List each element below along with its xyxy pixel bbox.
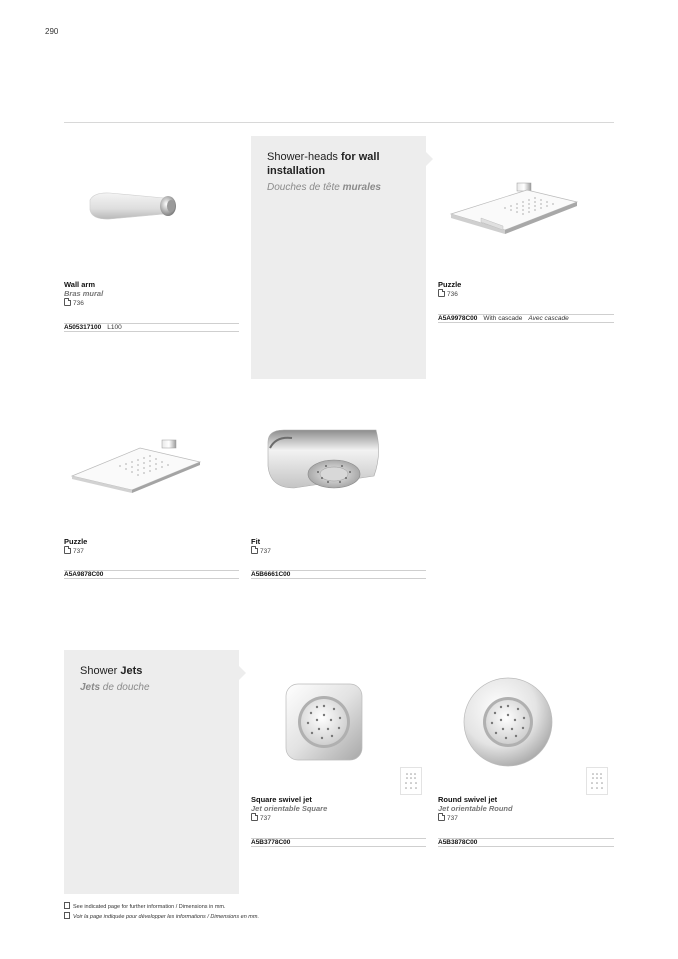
page-ref-icon xyxy=(64,298,71,306)
square-jet-name: Square swivel jet xyxy=(251,795,312,804)
wall-section-subtitle: Douches de tête murales xyxy=(267,182,381,193)
wall-arm-code-row xyxy=(64,323,239,332)
square-jet-page-ref: 737 xyxy=(251,813,327,824)
puzzle-cascade-code-row xyxy=(438,314,614,323)
puzzle-page-ref: 737 xyxy=(64,546,87,557)
puzzle-cascade-page-ref: 736 xyxy=(438,289,461,300)
puzzle-cascade-code: A5A9978C00 xyxy=(438,315,478,322)
page-ref-icon xyxy=(251,813,258,821)
top-divider xyxy=(64,122,614,123)
square-jet-image xyxy=(284,682,364,762)
footnote-fr: Voir la page indiquée pour développer les informations / Dimensions en mm. xyxy=(64,912,259,922)
puzzle-name: Puzzle xyxy=(64,537,88,546)
square-jet-spray-icon xyxy=(400,767,422,795)
footnotes xyxy=(64,902,259,922)
wall-arm-name-fr: Bras mural xyxy=(64,289,104,298)
wall-arm-name: Wall arm xyxy=(64,280,95,289)
puzzle-cascade-image xyxy=(445,180,580,240)
square-jet-code: A5B3778C00 xyxy=(251,839,291,846)
wall-arm-page-ref: 736 xyxy=(64,298,103,309)
round-jet-info xyxy=(438,795,513,824)
fit-page-ref: 737 xyxy=(251,546,271,557)
page-ref-icon xyxy=(64,902,70,909)
round-jet-code-row xyxy=(438,838,614,847)
puzzle-cascade-note-fr: Avec cascade xyxy=(528,315,569,322)
wall-section-title: Shower-heads for wall installation xyxy=(267,151,380,177)
wall-arm-dimension: L100 xyxy=(107,324,122,331)
jets-section-panel xyxy=(64,650,239,894)
round-jet-page-ref: 737 xyxy=(438,813,513,824)
wall-section-panel-tip xyxy=(426,152,433,166)
puzzle-cascade-name: Puzzle xyxy=(438,280,462,289)
wall-section-panel xyxy=(251,136,426,379)
jets-section-title: Shower Jets xyxy=(80,665,143,677)
puzzle-code-row xyxy=(64,570,239,579)
square-jet-name-fr: Jet orientable Square xyxy=(251,804,328,813)
page-ref-icon xyxy=(251,546,258,554)
spray-pattern-icon xyxy=(587,768,607,794)
puzzle-image xyxy=(70,436,202,494)
page-ref-icon xyxy=(438,813,445,821)
wall-arm-code: A505317100 xyxy=(64,324,102,331)
jets-section-subtitle: Jets de douche xyxy=(80,682,150,693)
page-ref-icon xyxy=(438,289,445,297)
page-ref-icon xyxy=(64,546,71,554)
puzzle-cascade-info xyxy=(438,280,461,300)
page-number: 290 xyxy=(45,27,59,36)
fit-code-row xyxy=(251,570,426,579)
wall-arm-info xyxy=(64,280,103,309)
puzzle-code: A5A9878C00 xyxy=(64,571,104,578)
round-jet-spray-icon xyxy=(586,767,608,795)
jets-section-panel-tip xyxy=(239,666,246,680)
round-jet-code: A5B3878C00 xyxy=(438,839,478,846)
fit-info xyxy=(251,537,271,557)
round-jet-image xyxy=(462,676,554,768)
fit-image xyxy=(264,426,384,496)
fit-name: Fit xyxy=(251,537,261,546)
footnote-en: See indicated page for further information / Dimensions in mm. xyxy=(64,902,259,912)
puzzle-info xyxy=(64,537,87,557)
square-jet-code-row xyxy=(251,838,426,847)
round-jet-name-fr: Jet orientable Round xyxy=(438,804,513,813)
page-ref-icon xyxy=(64,912,70,919)
round-jet-name: Round swivel jet xyxy=(438,795,498,804)
wall-arm-image xyxy=(86,186,182,226)
square-jet-info xyxy=(251,795,327,824)
puzzle-cascade-note: With cascade xyxy=(483,315,523,322)
spray-pattern-icon xyxy=(401,768,421,794)
fit-code: A5B6661C00 xyxy=(251,571,291,578)
